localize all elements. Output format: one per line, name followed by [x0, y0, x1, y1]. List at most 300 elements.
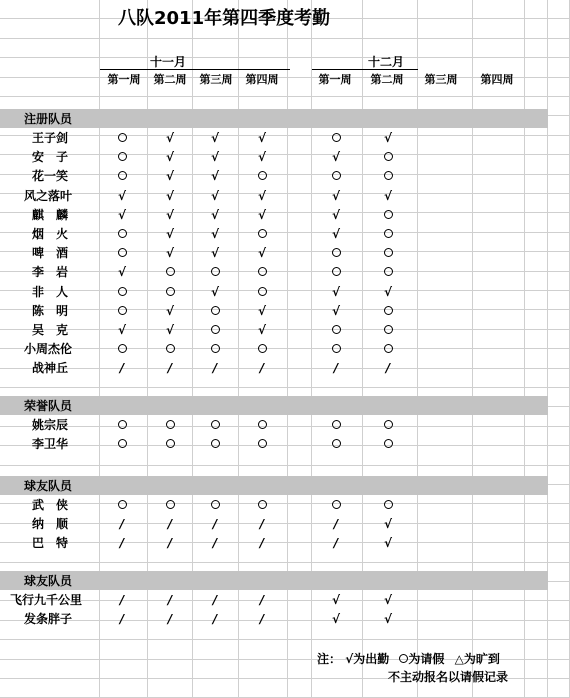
legend-circle-label: 为请假	[408, 652, 445, 666]
grid-cell	[363, 0, 418, 19]
grid-cell	[525, 194, 548, 213]
check-icon: √	[210, 169, 219, 184]
grid-cell	[548, 19, 570, 38]
grid-cell	[288, 543, 312, 562]
slash-icon: /	[119, 361, 125, 376]
grid-cell	[548, 58, 570, 77]
circle-icon	[205, 302, 225, 320]
grid-cell	[548, 39, 570, 58]
sheet-title: 八队2011年第四季度考勤	[118, 8, 331, 29]
grid-cell	[239, 660, 288, 679]
check-icon: √	[257, 150, 266, 165]
month-december: 十二月	[368, 55, 405, 69]
grid-cell	[473, 504, 525, 523]
grid-cell	[525, 175, 548, 194]
circle-icon	[205, 496, 225, 514]
grid-cell	[525, 310, 548, 329]
month-november-underline	[100, 69, 290, 70]
grid-cell	[363, 19, 418, 38]
member-name: 小周杰伦	[24, 342, 73, 357]
grid-cell	[473, 233, 525, 252]
week-header: 第三周	[199, 73, 233, 86]
check-icon: √	[165, 323, 174, 337]
legend	[317, 650, 500, 667]
circle-icon	[112, 148, 132, 166]
circle-icon	[252, 435, 272, 453]
circle-icon	[160, 283, 180, 301]
grid-cell	[0, 660, 100, 679]
grid-cell	[548, 252, 570, 271]
grid-cell	[418, 543, 473, 562]
grid-cell	[548, 621, 570, 640]
circle-icon	[326, 167, 346, 185]
circle-icon	[252, 416, 272, 434]
grid-cell	[473, 39, 525, 58]
grid-cell	[100, 679, 148, 698]
circle-icon	[378, 340, 398, 358]
grid-cell	[418, 175, 473, 194]
grid-cell	[148, 640, 193, 659]
check-icon: √	[165, 131, 174, 145]
grid-cell	[288, 601, 312, 620]
grid-cell	[193, 679, 239, 698]
slash-icon: /	[333, 536, 339, 551]
grid-cell	[473, 213, 525, 232]
member-name: 安 子	[32, 150, 69, 165]
grid-cell	[418, 504, 473, 523]
grid-cell	[418, 136, 473, 155]
grid-cell	[525, 58, 548, 77]
grid-cell	[548, 601, 570, 620]
circle-icon	[112, 416, 132, 434]
grid-cell	[473, 543, 525, 562]
grid-cell	[473, 175, 525, 194]
circle-icon	[378, 167, 398, 185]
slash-icon: /	[167, 612, 173, 627]
grid-cell	[100, 660, 148, 679]
slash-icon: /	[385, 361, 391, 376]
check-icon: √	[165, 246, 174, 261]
grid-cell	[288, 524, 312, 543]
check-icon: √	[383, 536, 392, 551]
grid-cell	[548, 407, 570, 426]
grid-cell	[525, 330, 548, 349]
grid-cell	[525, 369, 548, 388]
circle-icon	[252, 496, 272, 514]
member-name: 非 人	[32, 284, 69, 299]
check-icon: √	[257, 303, 266, 318]
member-name: 飞行九千公里	[10, 593, 83, 607]
grid-cell	[548, 543, 570, 562]
grid-cell	[548, 582, 570, 601]
circle-icon	[326, 129, 346, 147]
grid-cell	[418, 291, 473, 310]
grid-cell	[418, 427, 473, 446]
check-icon: √	[117, 188, 126, 203]
grid-cell	[473, 252, 525, 271]
grid-cell	[193, 640, 239, 659]
check-icon: √	[331, 284, 340, 299]
grid-cell	[525, 0, 548, 19]
slash-icon: /	[119, 612, 125, 627]
grid-cell	[0, 39, 100, 58]
check-icon: √	[165, 188, 174, 203]
grid-cell	[548, 136, 570, 155]
grid-cell	[288, 621, 312, 640]
grid-cell	[548, 310, 570, 329]
check-icon: √	[331, 150, 340, 165]
grid-cell	[312, 679, 363, 698]
circle-icon	[205, 435, 225, 453]
circle-icon	[112, 167, 132, 185]
grid-cell	[548, 0, 570, 19]
circle-icon	[378, 244, 398, 262]
grid-cell	[548, 272, 570, 291]
circle-icon	[160, 496, 180, 514]
circle-icon	[378, 435, 398, 453]
grid-cell	[418, 213, 473, 232]
member-name: 武 侠	[32, 498, 69, 512]
circle-icon	[252, 225, 272, 243]
grid-cell	[548, 369, 570, 388]
member-name: 李 岩	[32, 265, 69, 280]
grid-cell	[418, 233, 473, 252]
grid-cell	[288, 679, 312, 698]
check-icon: √	[383, 612, 392, 627]
month-december-underline	[312, 69, 418, 70]
legend-prefix: 注：	[317, 652, 342, 666]
grid-cell	[473, 330, 525, 349]
member-name: 烟 火	[32, 227, 69, 241]
grid-cell	[548, 213, 570, 232]
grid-cell	[288, 427, 312, 446]
grid-cell	[288, 446, 312, 465]
legend-note: 不主动报名以请假记录	[388, 670, 509, 684]
circle-icon	[378, 321, 398, 339]
grid-cell	[525, 78, 548, 97]
grid-cell	[193, 39, 239, 58]
member-name: 姚宗辰	[32, 418, 69, 432]
grid-cell	[418, 310, 473, 329]
grid-cell	[148, 679, 193, 698]
slash-icon: /	[167, 593, 173, 607]
grid-cell	[473, 621, 525, 640]
check-icon: √	[165, 303, 174, 318]
circle-icon	[326, 244, 346, 262]
grid-cell	[288, 58, 312, 77]
legend-check-label: 为出勤	[353, 652, 390, 666]
grid-cell	[239, 679, 288, 698]
circle-icon	[160, 435, 180, 453]
grid-cell	[418, 0, 473, 19]
circle-icon	[326, 496, 346, 514]
check-icon: √	[165, 169, 174, 184]
circle-icon	[112, 496, 132, 514]
grid-cell	[548, 349, 570, 368]
grid-cell	[0, 78, 100, 97]
check-icon: √	[331, 207, 340, 222]
grid-cell	[288, 310, 312, 329]
check-icon: √	[117, 265, 126, 280]
slash-icon: /	[212, 612, 218, 627]
grid-cell	[418, 524, 473, 543]
grid-cell	[548, 640, 570, 659]
grid-cell	[473, 369, 525, 388]
grid-cell	[288, 660, 312, 679]
grid-cell	[0, 640, 100, 659]
grid-cell	[525, 543, 548, 562]
grid-cell	[525, 524, 548, 543]
check-icon: √	[210, 188, 219, 203]
grid-cell	[525, 349, 548, 368]
grid-cell	[525, 427, 548, 446]
check-icon: √	[210, 131, 219, 145]
circle-icon	[378, 148, 398, 166]
grid-cell	[193, 660, 239, 679]
grid-cell	[548, 291, 570, 310]
grid-cell	[473, 0, 525, 19]
grid-cell	[288, 504, 312, 523]
grid-cell	[525, 19, 548, 38]
week-header: 第二周	[370, 73, 404, 86]
circle-icon	[252, 283, 272, 301]
grid-cell	[525, 291, 548, 310]
grid-cell	[288, 155, 312, 174]
member-name: 陈 明	[32, 303, 69, 318]
grid-cell	[525, 252, 548, 271]
grid-cell	[548, 194, 570, 213]
section-band	[0, 396, 548, 415]
grid-cell	[288, 330, 312, 349]
circle-icon	[112, 129, 132, 147]
check-icon: √	[210, 246, 219, 261]
section-band	[0, 571, 548, 590]
member-name: 啤 酒	[32, 246, 69, 261]
slash-icon: /	[119, 536, 125, 551]
week-header: 第一周	[107, 73, 141, 86]
circle-icon	[378, 263, 398, 281]
section-label: 注册队员	[24, 112, 73, 126]
grid-cell	[418, 369, 473, 388]
grid-cell	[418, 252, 473, 271]
member-name: 王子剑	[32, 131, 69, 145]
grid-cell	[288, 291, 312, 310]
grid-cell	[548, 524, 570, 543]
grid-cell	[548, 679, 570, 698]
grid-cell	[525, 272, 548, 291]
check-icon: √	[210, 150, 219, 165]
circle-icon	[326, 416, 346, 434]
check-icon: √	[383, 188, 392, 203]
circle-icon	[205, 416, 225, 434]
grid-cell	[288, 175, 312, 194]
grid-cell	[288, 233, 312, 252]
grid-cell	[418, 621, 473, 640]
week-header: 第一周	[318, 73, 352, 86]
check-icon: √	[165, 207, 174, 222]
grid-cell	[100, 39, 148, 58]
slash-icon: /	[333, 517, 339, 532]
slash-icon: /	[167, 517, 173, 532]
grid-cell	[525, 136, 548, 155]
grid-cell	[100, 640, 148, 659]
grid-cell	[473, 19, 525, 38]
grid-cell	[548, 97, 570, 116]
slash-icon: /	[259, 536, 265, 551]
slash-icon: /	[212, 517, 218, 532]
month-november: 十一月	[150, 55, 187, 69]
member-name: 花一笑	[32, 169, 69, 184]
section-label: 球友队员	[24, 574, 73, 588]
grid-cell	[0, 19, 100, 38]
member-name: 巴 特	[32, 536, 69, 551]
legend-triangle-label: 为旷到	[463, 652, 500, 666]
grid-cell	[548, 427, 570, 446]
check-icon: √	[165, 150, 174, 165]
check-icon: √	[331, 303, 340, 318]
grid-cell	[525, 601, 548, 620]
section-label: 球友队员	[24, 479, 73, 493]
slash-icon: /	[119, 517, 125, 532]
grid-cell	[548, 563, 570, 582]
circle-icon	[252, 167, 272, 185]
check-icon: √	[210, 207, 219, 222]
circle-icon	[252, 340, 272, 358]
grid-cell	[418, 194, 473, 213]
grid-cell	[418, 330, 473, 349]
member-name: 风之落叶	[24, 188, 73, 203]
grid-cell	[548, 233, 570, 252]
circle-icon	[205, 340, 225, 358]
member-name: 纳 顺	[32, 517, 69, 532]
check-icon: √	[383, 284, 392, 299]
circle-icon	[205, 263, 225, 281]
grid-cell	[525, 39, 548, 58]
grid-cell	[548, 388, 570, 407]
check-icon: √	[165, 227, 174, 241]
check-icon: √	[257, 188, 266, 203]
grid-cell	[473, 272, 525, 291]
grid-cell	[473, 349, 525, 368]
grid-cell	[473, 136, 525, 155]
circle-icon	[112, 340, 132, 358]
grid-cell	[0, 0, 100, 19]
circle-icon	[378, 496, 398, 514]
grid-cell	[525, 155, 548, 174]
check-icon: √	[331, 612, 340, 627]
circle-icon	[252, 263, 272, 281]
grid-cell	[148, 660, 193, 679]
grid-cell	[288, 369, 312, 388]
week-header: 第三周	[424, 73, 458, 86]
section-band	[0, 476, 548, 495]
check-icon: √	[331, 227, 340, 241]
grid-cell	[525, 621, 548, 640]
grid-cell	[548, 175, 570, 194]
grid-cell	[288, 272, 312, 291]
check-icon: √	[257, 131, 266, 145]
check-icon: √	[257, 246, 266, 261]
circle-icon	[112, 225, 132, 243]
circle-icon	[378, 302, 398, 320]
grid-cell	[473, 155, 525, 174]
grid-cell	[525, 213, 548, 232]
circle-icon	[378, 416, 398, 434]
grid-cell	[288, 39, 312, 58]
grid-cell	[473, 310, 525, 329]
slash-icon: /	[212, 593, 218, 607]
circle-icon	[160, 340, 180, 358]
check-icon: √	[210, 227, 219, 241]
grid-cell	[525, 446, 548, 465]
circle-icon	[112, 302, 132, 320]
grid-cell	[312, 39, 363, 58]
grid-cell	[548, 485, 570, 504]
circle-icon	[112, 283, 132, 301]
grid-cell	[0, 58, 100, 77]
circle-icon	[160, 416, 180, 434]
grid-cell	[418, 349, 473, 368]
grid-cell	[288, 640, 312, 659]
circle-icon	[326, 340, 346, 358]
circle-icon	[378, 225, 398, 243]
grid-cell	[0, 679, 100, 698]
grid-cell	[473, 291, 525, 310]
check-icon: √	[117, 323, 126, 337]
grid-cell	[288, 78, 312, 97]
grid-cell	[473, 524, 525, 543]
slash-icon: /	[167, 536, 173, 551]
grid-cell	[418, 446, 473, 465]
grid-cell	[288, 136, 312, 155]
check-icon: √	[383, 131, 392, 145]
grid-cell	[548, 660, 570, 679]
grid-cell	[473, 446, 525, 465]
circle-icon	[160, 263, 180, 281]
circle-icon	[205, 321, 225, 339]
slash-icon: /	[119, 593, 125, 607]
grid-cell	[418, 272, 473, 291]
grid-cell	[548, 330, 570, 349]
grid-cell	[548, 155, 570, 174]
check-icon: √	[331, 593, 340, 607]
grid-cell	[548, 504, 570, 523]
grid-cell	[239, 39, 288, 58]
member-name: 麒 麟	[32, 207, 69, 222]
grid-cell	[418, 19, 473, 38]
grid-cell	[525, 504, 548, 523]
check-icon: √	[257, 323, 266, 337]
grid-cell	[525, 660, 548, 679]
grid-cell	[525, 233, 548, 252]
slash-icon: /	[259, 517, 265, 532]
grid-cell	[418, 601, 473, 620]
grid-cell	[548, 116, 570, 135]
grid-cell	[239, 640, 288, 659]
grid-cell	[418, 39, 473, 58]
member-name: 发条胖子	[24, 612, 73, 627]
slash-icon: /	[333, 361, 339, 376]
check-icon: √	[331, 188, 340, 203]
slash-icon: /	[259, 361, 265, 376]
slash-icon: /	[167, 361, 173, 376]
grid-cell	[473, 194, 525, 213]
circle-icon	[112, 435, 132, 453]
grid-cell	[548, 466, 570, 485]
slash-icon: /	[212, 361, 218, 376]
week-header: 第二周	[153, 73, 187, 86]
circle-icon	[112, 244, 132, 262]
